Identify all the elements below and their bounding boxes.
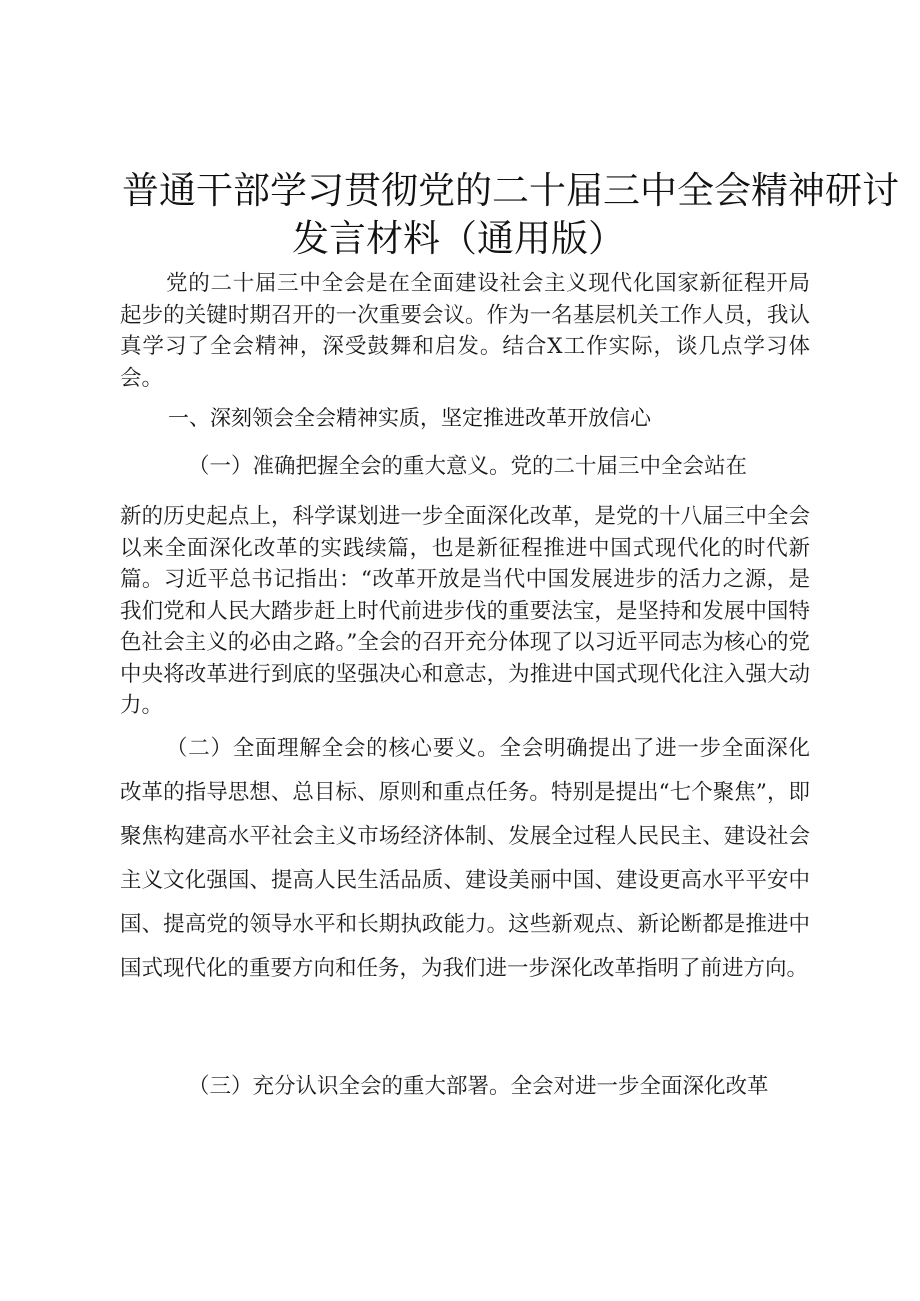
intro-paragraph: 党的二十届三中全会是在全面建设社会主义现代化国家新征程开局起步的关键时期召开的一次重要会议。作为一名基层机关工作人员，我认真学习了全会精神，深受鼓舞和启发。结合X工作实际，谈几点学习体会。 [120, 271, 810, 391]
paragraph-2: （二）全面理解全会的核心要义。全会明确提出了进一步全面深化改革的指导思想、总目标、原则和重点任务。特别是提出“七个聚焦”，即聚焦构建高水平社会主义市场经济体制、发展全过程人民民主、建设社会主义文化强国、提高人民生活品质、建设美丽中国、建设更高水平平安中国、提高党的领导水平和长期执政能力。这些新观点、新论断都是推进中国式现代化的重要方向和任务，为我们进一步深化改革指明了前进方向。 [120, 736, 810, 981]
paragraph-3-first-line: （三）充分认识全会的重大部署。全会对进一步全面深化改革 [188, 1074, 769, 1099]
paragraph-1-body: 新的历史起点上，科学谋划进一步全面深化改革，是党的十八届三中全会以来全面深化改革的实践续篇，也是新征程推进中国式现代化的时代新篇。习近平总书记指出：“改革开放是当代中国发展进步的活力之源，是我们党和人民大踏步赶上时代前进步伐的重要法宝，是坚持和发展中国特色社会主义的必由之路。”全会的召开充分体现了以习近平同志为核心的党中央将改革进行到底的坚强决心和意志，为推进中国式现代化注入强大动力。 [120, 504, 810, 718]
paragraph-1-first-line: （一）准确把握全会的重大意义。党的二十届三中全会站在 [188, 454, 748, 479]
document-title-line-2: 发言材料（通用版） [292, 217, 625, 260]
document-title-line-1: 普通干部学习贯彻党的二十届三中全会精神研讨 [122, 169, 899, 212]
section-heading-1: 一、深刻领会全会精神实质，坚定推进改革开放信心 [168, 406, 651, 430]
